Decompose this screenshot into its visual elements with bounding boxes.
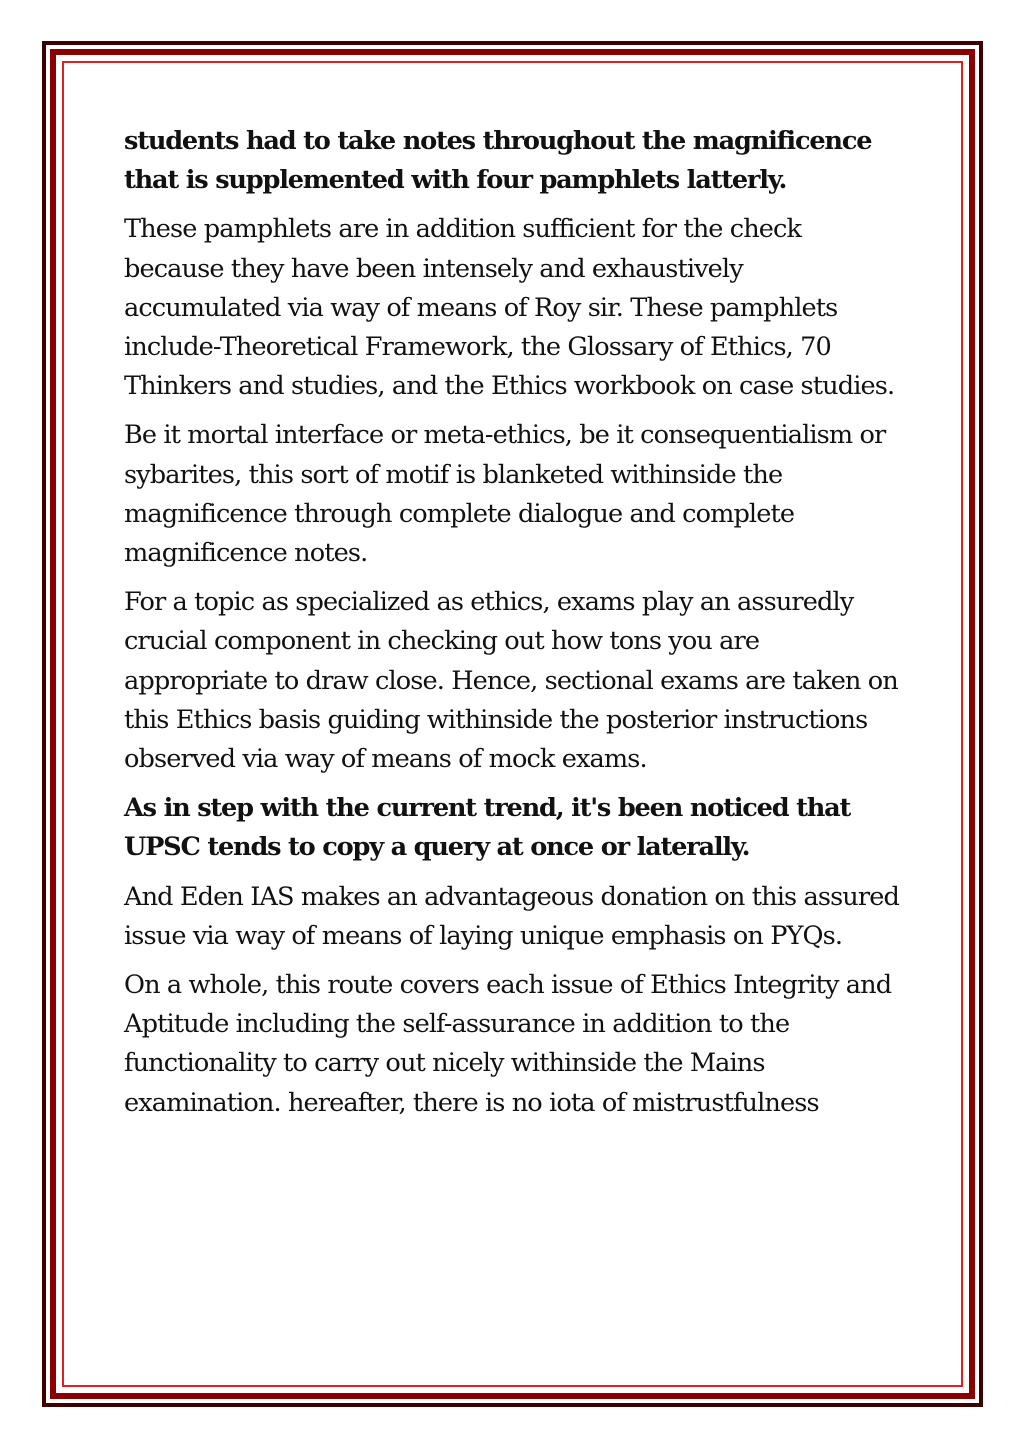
paragraph-5: As in step with the current trend, it's been noticed that UPSC tends to copy a query at once or laterally. [124,793,851,863]
paragraph-4: For a topic as specialized as ethics, exams play an assuredly crucial component in checking out how tons you are appropriate to draw close. Hence, sectional exams are taken on this Ethics basis guiding withinside the posterior instructions observed via way of means of mock exams. [124,587,898,775]
paragraph-3: Be it mortal interface or meta-ethics, be it consequentialism or sybarites, this sort of motif is blanketed withinside the magnificence through complete dialogue and complete magnificence notes. [124,420,886,569]
paragraph-6: And Eden IAS makes an advantageous donation on this assured issue via way of means of laying unique emphasis on PYQs. [124,881,899,951]
paragraph-7: On a whole, this route covers each issue of Ethics Integrity and Aptitude including the self-assurance in addition to the functionality to carry out nicely withinside the Mains examination. hereafter, there is no iota of mistrustfulness [124,970,892,1118]
paragraph-1: students had to take notes throughout the magnificence that is supplemented with four pamphlets latterly. [124,126,872,196]
document-body [124,122,904,1133]
paragraph-2: These pamphlets are in addition sufficient for the check because they have been intensely and exhaustively accumulated via way of means of Roy sir. These pamphlets include-Theoretical Framework, the Glossary of Ethics, 70 Thinkers and studies, and the Ethics workbook on case studies. [124,214,895,402]
